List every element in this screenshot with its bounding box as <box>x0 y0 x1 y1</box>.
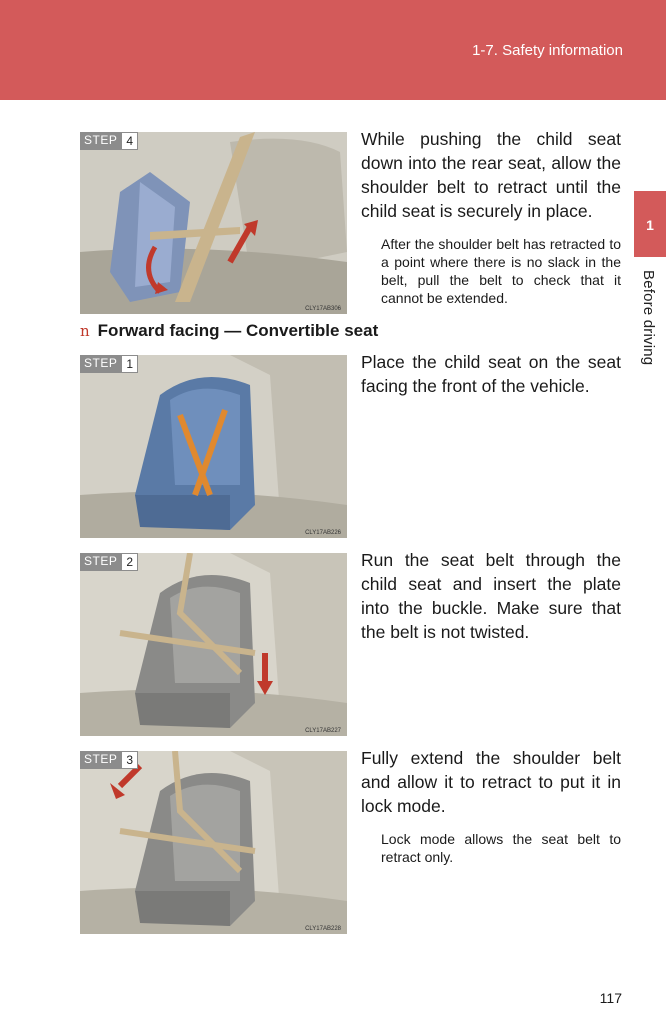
page-number: 117 <box>599 990 622 1006</box>
step1-drawing <box>80 355 347 538</box>
chapter-tab <box>634 191 666 257</box>
section-title: 1-7. Safety information <box>472 42 623 59</box>
step1-illustration <box>80 355 347 538</box>
step2-text: Run the seat belt through the child seat and insert the plate into the buckle. Make sure that the belt is not twisted. <box>361 550 621 642</box>
step1-text: Place the child seat on the seat facing the front of the vehicle. <box>361 352 621 396</box>
step4-note: After the shoulder belt has retracted to a point where there is no slack in the belt, pull the belt to check that it cannot be extended. <box>381 236 621 306</box>
step2-badge: STEP 2 <box>80 553 138 571</box>
step3-note: Lock mode allows the seat belt to retract only. <box>381 831 621 865</box>
chapter-number: 1 <box>646 217 654 233</box>
step4-drawing <box>80 132 347 314</box>
step3-illustration <box>80 751 347 934</box>
step3-text: Fully extend the shoulder belt and allow it to retract to put it in lock mode. <box>361 748 621 816</box>
step2-drawing <box>80 553 347 736</box>
step3-badge: STEP 3 <box>80 751 138 769</box>
chapter-title: Before driving <box>640 270 657 366</box>
image-code: CLY17AB306 <box>305 306 341 312</box>
image-code: CLY17AB227 <box>305 728 341 734</box>
step4-badge: STEP 4 <box>80 132 138 150</box>
image-code: CLY17AB228 <box>305 926 341 932</box>
subheading <box>80 321 378 341</box>
image-code: CLY17AB226 <box>305 530 341 536</box>
step4-text: While pushing the child seat down into the rear seat, allow the shoulder belt to retract until the child seat is securely in place. <box>361 129 621 221</box>
step2-illustration <box>80 553 347 736</box>
step1-badge: STEP 1 <box>80 355 138 373</box>
subheading-text: Forward facing — Convertible seat <box>97 321 379 340</box>
step3-drawing <box>80 751 347 934</box>
page-header <box>0 0 666 100</box>
step4-illustration <box>80 132 347 314</box>
bullet-icon: n <box>80 322 90 340</box>
